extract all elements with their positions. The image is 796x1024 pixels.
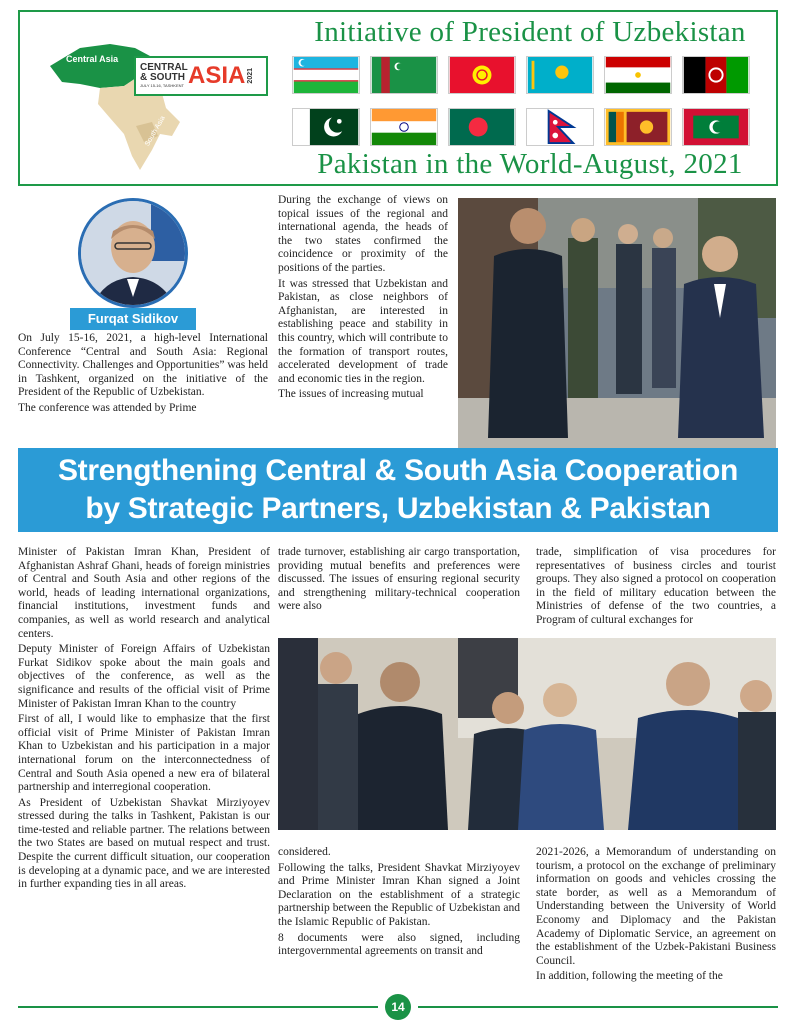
- logo-dates: JULY 15-16, TASHKENT: [140, 83, 184, 88]
- bangladesh-flag: [448, 108, 516, 146]
- kyrgyzstan-flag: [448, 56, 516, 94]
- footer-rule-left: [18, 1006, 378, 1008]
- author-portrait: [78, 198, 188, 308]
- body-column-1: [18, 546, 270, 894]
- paragraph: Minister of Pakistan Imran Khan, President of Afghanistan Ashraf Ghani, heads of foreign ministries of Central and South Asia and other regions of the world, heads of leading international organizations, financial institutions, investment funds and companies, as well as world research and analytical centers.: [18, 546, 270, 640]
- leaders-walking-photo: [458, 198, 776, 448]
- banner-title: Initiative of President of Uzbekistan: [314, 16, 746, 48]
- sri-lanka-flag: [604, 108, 672, 146]
- page-number: 14: [385, 994, 411, 1020]
- paragraph: As President of Uzbekistan Shavkat Mirziyoyev stressed during the talks in Tashkent, Pakistan is our time-tested and reliable partner. The relations between the two States are based on mutual respect and trust. Despite the current difficult situation, our cooperation is developing at a dynamic pace, and we are interested in further expanding ties in all areas.: [18, 796, 270, 891]
- paragraph: First of all, I would like to emphasize that the first official visit of Prime Minister of Pakistan Imran Khan to Uzbekistan and his participation in a major international forum on the interconnectedness of Central and South Asia opened a new era of bilateral partnership and interregional cooperation.: [18, 713, 270, 794]
- map-label-south: South Asia: [144, 115, 167, 148]
- paragraph: 2021-2026, a Memorandum of understanding on tourism, a protocol on the exchange of preliminary information on goods and vehicles crossing the state border, as well as a Memorandum of Understanding between the University of World Economy and Diplomacy and the Pakistan Academy of Diplomatic Service, an agreement on the establishment of the Uzbek-Pakistani Business Council.: [536, 846, 776, 967]
- author-name-tag: Furqat Sidikov: [70, 308, 196, 330]
- uzbekistan-flag: [292, 56, 360, 94]
- logo-year: 2021: [247, 68, 255, 84]
- paragraph: trade turnover, establishing air cargo transportation, providing mutual benefits and preferences were discussed. The issues of ensuring regional security and strengthening military-technical cooperation were also: [278, 546, 520, 613]
- body-column-2-bottom: [278, 846, 520, 961]
- airport-greeting-photo: [278, 638, 776, 830]
- logo-line2: & SOUTH: [140, 72, 185, 83]
- logo-line1: CENTRAL: [140, 62, 188, 73]
- paragraph: During the exchange of views on topical issues of the regional and international agenda, the heads of the two states confirmed the coincidence or proximity of the positions of the parties.: [278, 194, 448, 274]
- headline-line2: by Strategic Partners, Uzbekistan & Pakistan: [85, 492, 711, 525]
- paragraph: considered.: [278, 846, 331, 858]
- turkmenistan-flag: [370, 56, 438, 94]
- paragraph: The conference was attended by Prime: [18, 401, 197, 414]
- paragraph: It was stressed that Uzbekistan and Pakistan, as close neighbors of Afghanistan, are interested in establishing peace and stability in this country, which will contribute to the formation of transport routes, accelerated development of trade and economic ties in the region.: [278, 277, 448, 385]
- kazakhstan-flag: [526, 56, 594, 94]
- flags-grid: [292, 56, 782, 146]
- conference-logo: [134, 56, 268, 96]
- paragraph: On July 15-16, 2021, a high-level International Conference “Central and South Asia: Regional Connectivity. Challenges and Opportunities” was held in Tashkent, organized on the initiative of the President of the Republic of Uzbekistan.: [18, 332, 268, 399]
- tajikistan-flag: [604, 56, 672, 94]
- maldives-flag: [682, 108, 750, 146]
- paragraph: trade, simplification of visa procedures for representatives of business circles and tourist groups. They also signed a protocol on cooperation in the field of military education between the Ministries of defense of the two countries, a Program of cultural exchanges for: [536, 546, 776, 626]
- paragraph: In addition, following the meeting of the: [536, 970, 723, 983]
- headline-line1: Strengthening Central & South Asia Cooperation: [57, 454, 739, 487]
- header-banner: [18, 10, 778, 186]
- footer-rule-right: [418, 1006, 778, 1008]
- pakistan-flag: [292, 108, 360, 146]
- paragraph: Deputy Minister of Foreign Affairs of Uzbekistan Furkat Sidikov spoke about the main goals and objectives of the conference, as well as the significance and results of the official visit of Prime Minister of Pakistan Imran Khan to the country: [18, 643, 270, 710]
- top-column-2: [278, 194, 448, 404]
- paragraph: Following the talks, President Shavkat Mirziyoyev and Prime Minister Imran Khan signed a Joint Declaration on the establishment of a strategic partnership between the Republic of Uzbekistan and the Islamic Republic of Pakistan.: [278, 861, 520, 928]
- region-map-illustration: [40, 26, 190, 176]
- body-column-2-top: [278, 546, 520, 616]
- paragraph: The issues of increasing mutual: [278, 388, 424, 401]
- body-column-3-top: [536, 546, 776, 630]
- logo-asia: ASIA: [188, 62, 246, 89]
- map-label-central: Central Asia: [66, 54, 119, 64]
- top-column-1: [18, 332, 268, 418]
- article-headline: [18, 448, 778, 532]
- india-flag: [370, 108, 438, 146]
- nepal-flag: [526, 108, 594, 146]
- afghanistan-flag: [682, 56, 750, 94]
- body-column-3-bottom: [536, 846, 776, 986]
- banner-subtitle: Pakistan in the World-August, 2021: [317, 148, 743, 180]
- paragraph: 8 documents were also signed, including intergovernmental agreements on transit and: [278, 931, 520, 958]
